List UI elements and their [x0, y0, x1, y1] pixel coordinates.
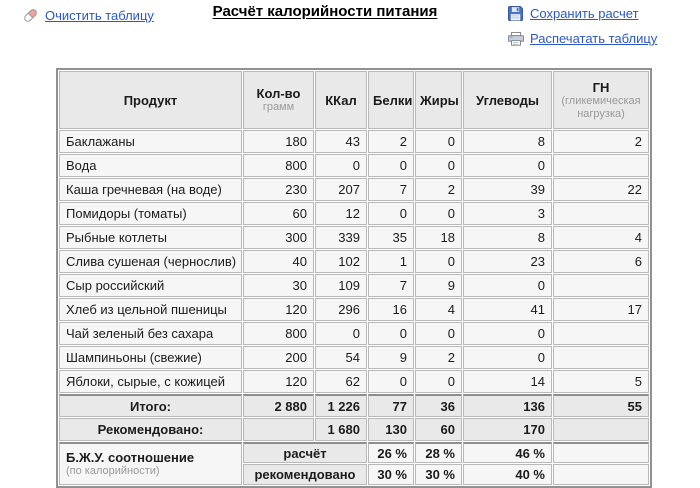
recommended-amount [243, 418, 314, 441]
cell-product: Сыр российский [59, 274, 242, 297]
cell-protein: 16 [368, 298, 414, 321]
table-row [59, 202, 649, 225]
table-row [59, 250, 649, 273]
totals-protein: 77 [368, 394, 414, 417]
bju-rec-protein: 30 % [368, 464, 414, 485]
cell-amount: 800 [243, 154, 314, 177]
bju-rec-gl [553, 464, 649, 485]
cell-gl [553, 322, 649, 345]
header-kcal: ККал [315, 71, 367, 129]
cell-amount: 60 [243, 202, 314, 225]
table-row [59, 226, 649, 249]
bju-calc-fat: 28 % [415, 442, 462, 463]
header-gl-sub: (гликемическая нагрузка) [561, 94, 641, 120]
cell-carbs: 14 [463, 370, 552, 393]
cell-gl: 2 [553, 130, 649, 153]
cell-protein: 7 [368, 274, 414, 297]
cell-product: Шампиньоны (свежие) [59, 346, 242, 369]
cell-carbs: 0 [463, 154, 552, 177]
recommended-carbs: 170 [463, 418, 552, 441]
recommended-fat: 60 [415, 418, 462, 441]
cell-gl: 22 [553, 178, 649, 201]
cell-amount: 120 [243, 370, 314, 393]
cell-carbs: 39 [463, 178, 552, 201]
bju-calc-label: расчёт [243, 442, 367, 463]
cell-gl [553, 202, 649, 225]
cell-amount: 120 [243, 298, 314, 321]
cell-protein: 0 [368, 154, 414, 177]
totals-row [59, 394, 649, 417]
header-protein: Белки [368, 71, 414, 129]
cell-product: Помидоры (томаты) [59, 202, 242, 225]
bju-calc-carbs: 46 % [463, 442, 552, 463]
header-amount: Кол-во грамм [243, 71, 314, 129]
cell-gl: 17 [553, 298, 649, 321]
cell-kcal: 102 [315, 250, 367, 273]
cell-kcal: 207 [315, 178, 367, 201]
cell-amount: 300 [243, 226, 314, 249]
cell-protein: 0 [368, 322, 414, 345]
cell-amount: 180 [243, 130, 314, 153]
cell-protein: 1 [368, 250, 414, 273]
totals-carbs: 136 [463, 394, 552, 417]
bju-rec-carbs: 40 % [463, 464, 552, 485]
cell-fat: 0 [415, 202, 462, 225]
totals-fat: 36 [415, 394, 462, 417]
cell-protein: 35 [368, 226, 414, 249]
header-product: Продукт [59, 71, 242, 129]
print-table-link[interactable]: Распечатать таблицу [530, 31, 658, 46]
cell-fat: 0 [415, 370, 462, 393]
cell-gl: 4 [553, 226, 649, 249]
cell-carbs: 0 [463, 322, 552, 345]
cell-fat: 0 [415, 154, 462, 177]
cell-amount: 800 [243, 322, 314, 345]
cell-gl [553, 274, 649, 297]
cell-protein: 7 [368, 178, 414, 201]
cell-kcal: 54 [315, 346, 367, 369]
table-row [59, 178, 649, 201]
table-row [59, 298, 649, 321]
cell-kcal: 339 [315, 226, 367, 249]
cell-product: Каша гречневая (на воде) [59, 178, 242, 201]
recommended-label: Рекомендовано: [59, 418, 242, 441]
cell-carbs: 0 [463, 346, 552, 369]
product-rows [59, 130, 649, 393]
cell-carbs: 8 [463, 226, 552, 249]
cell-kcal: 0 [315, 154, 367, 177]
totals-label: Итого: [59, 394, 242, 417]
cell-gl [553, 154, 649, 177]
recommended-gl [553, 418, 649, 441]
cell-carbs: 23 [463, 250, 552, 273]
cell-amount: 230 [243, 178, 314, 201]
totals-kcal: 1 226 [315, 394, 367, 417]
cell-kcal: 62 [315, 370, 367, 393]
cell-carbs: 0 [463, 274, 552, 297]
eraser-icon [22, 7, 39, 24]
clear-table-action [22, 7, 154, 24]
header-carbs: Углеводы [463, 71, 552, 129]
bju-label-sub: (по калорийности) [66, 465, 160, 477]
cell-carbs: 3 [463, 202, 552, 225]
printer-icon [507, 30, 524, 47]
cell-protein: 2 [368, 130, 414, 153]
cell-protein: 0 [368, 202, 414, 225]
cell-protein: 9 [368, 346, 414, 369]
bju-rec-label: рекомендовано [243, 464, 367, 485]
bju-calc-protein: 26 % [368, 442, 414, 463]
cell-product: Чай зеленый без сахара [59, 322, 242, 345]
cell-kcal: 43 [315, 130, 367, 153]
print-action [507, 30, 657, 47]
cell-gl [553, 346, 649, 369]
cell-fat: 9 [415, 274, 462, 297]
bju-label: Б.Ж.У. соотношение (по калорийности) [59, 442, 242, 485]
table-row [59, 370, 649, 393]
totals-gl: 55 [553, 394, 649, 417]
table-row [59, 130, 649, 153]
cell-product: Хлеб из цельной пшеницы [59, 298, 242, 321]
bju-calc-row [59, 442, 649, 463]
recommended-row [59, 418, 649, 441]
save-calc-link[interactable]: Сохранить расчет [530, 6, 639, 21]
cell-kcal: 12 [315, 202, 367, 225]
cell-product: Слива сушеная (чернослив) [59, 250, 242, 273]
table-row [59, 154, 649, 177]
cell-product: Вода [59, 154, 242, 177]
cell-protein: 0 [368, 370, 414, 393]
cell-kcal: 0 [315, 322, 367, 345]
cell-kcal: 296 [315, 298, 367, 321]
table-header [59, 71, 649, 129]
table-row [59, 322, 649, 345]
cell-fat: 2 [415, 178, 462, 201]
cell-gl: 6 [553, 250, 649, 273]
cell-amount: 30 [243, 274, 314, 297]
cell-fat: 4 [415, 298, 462, 321]
cell-fat: 0 [415, 322, 462, 345]
save-action [507, 5, 639, 22]
cell-carbs: 8 [463, 130, 552, 153]
cell-fat: 0 [415, 130, 462, 153]
page-title: Расчёт калорийности питания [212, 3, 438, 20]
cell-amount: 200 [243, 346, 314, 369]
totals-amount: 2 880 [243, 394, 314, 417]
header-fat: Жиры [415, 71, 462, 129]
recommended-protein: 130 [368, 418, 414, 441]
header-gl: ГН (гликемическая нагрузка) [553, 71, 649, 129]
bju-rec-fat: 30 % [415, 464, 462, 485]
header-amount-sub: грамм [262, 101, 295, 113]
cell-product: Яблоки, сырые, с кожицей [59, 370, 242, 393]
clear-table-link[interactable]: Очистить таблицу [45, 8, 154, 23]
table-row [59, 274, 649, 297]
calories-table [56, 68, 652, 488]
floppy-save-icon [507, 5, 524, 22]
cell-gl: 5 [553, 370, 649, 393]
bju-calc-gl [553, 442, 649, 463]
cell-product: Рыбные котлеты [59, 226, 242, 249]
cell-product: Баклажаны [59, 130, 242, 153]
cell-fat: 2 [415, 346, 462, 369]
summary-rows [59, 394, 649, 485]
cell-fat: 0 [415, 250, 462, 273]
cell-kcal: 109 [315, 274, 367, 297]
table-row [59, 346, 649, 369]
cell-amount: 40 [243, 250, 314, 273]
cell-fat: 18 [415, 226, 462, 249]
recommended-kcal: 1 680 [315, 418, 367, 441]
cell-carbs: 41 [463, 298, 552, 321]
